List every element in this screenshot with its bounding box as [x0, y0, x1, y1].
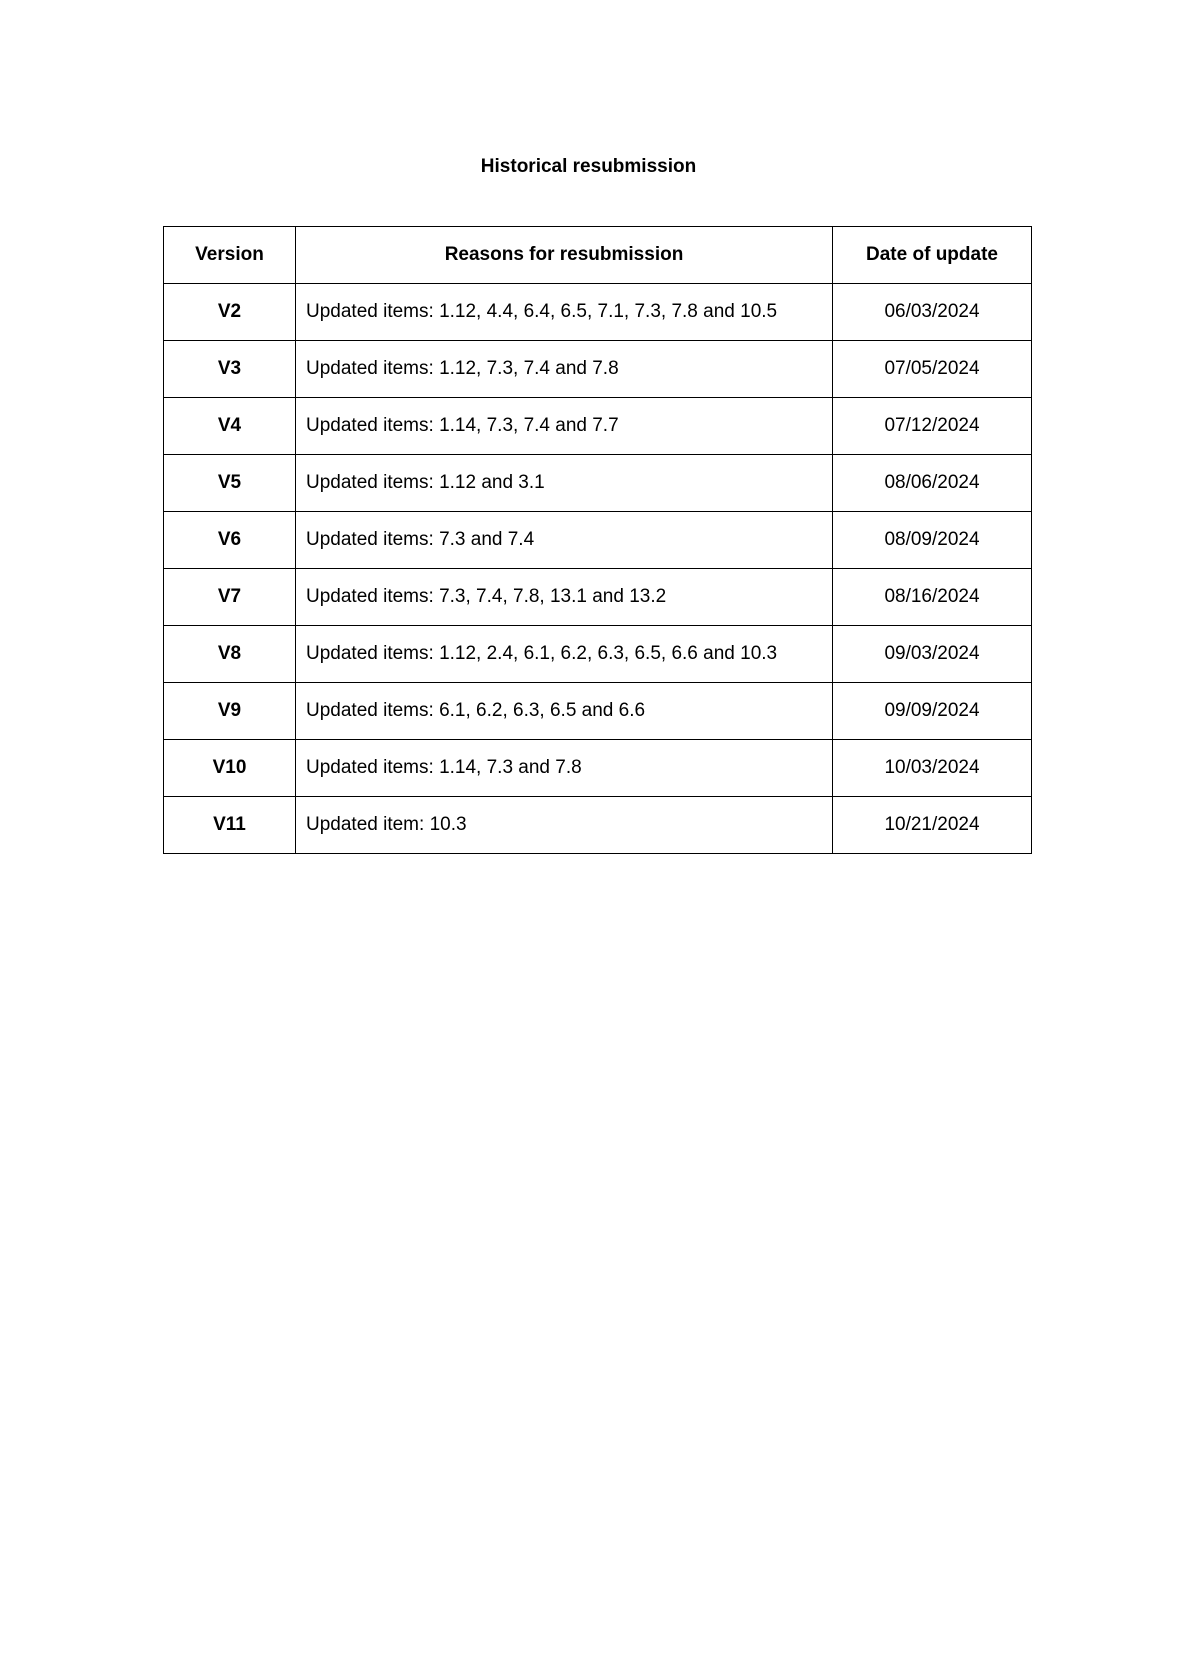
version-cell: V11	[164, 797, 296, 854]
reason-cell: Updated item: 10.3	[296, 797, 833, 854]
table-row	[164, 284, 1032, 341]
version-cell: V4	[164, 398, 296, 455]
version-cell: V5	[164, 455, 296, 512]
reason-cell: Updated items: 7.3, 7.4, 7.8, 13.1 and 13.2	[296, 569, 833, 626]
table-row	[164, 683, 1032, 740]
reason-cell: Updated items: 1.14, 7.3, 7.4 and 7.7	[296, 398, 833, 455]
table-row	[164, 398, 1032, 455]
date-cell: 06/03/2024	[833, 284, 1032, 341]
table-row	[164, 569, 1032, 626]
reason-cell: Updated items: 1.12, 2.4, 6.1, 6.2, 6.3, 6.5, 6.6 and 10.3	[296, 626, 833, 683]
version-cell: V3	[164, 341, 296, 398]
date-cell: 10/03/2024	[833, 740, 1032, 797]
table-row	[164, 626, 1032, 683]
date-cell: 08/09/2024	[833, 512, 1032, 569]
version-cell: V8	[164, 626, 296, 683]
version-cell: V2	[164, 284, 296, 341]
reason-cell: Updated items: 1.14, 7.3 and 7.8	[296, 740, 833, 797]
table-row	[164, 455, 1032, 512]
version-cell: V10	[164, 740, 296, 797]
header-reasons: Reasons for resubmission	[296, 227, 833, 284]
date-cell: 10/21/2024	[833, 797, 1032, 854]
reason-cell: Updated items: 6.1, 6.2, 6.3, 6.5 and 6.6	[296, 683, 833, 740]
date-cell: 09/03/2024	[833, 626, 1032, 683]
reason-cell: Updated items: 1.12, 7.3, 7.4 and 7.8	[296, 341, 833, 398]
header-date: Date of update	[833, 227, 1032, 284]
version-cell: V7	[164, 569, 296, 626]
reason-cell: Updated items: 1.12 and 3.1	[296, 455, 833, 512]
resubmission-table	[163, 226, 1032, 854]
page-title: Historical resubmission	[480, 156, 697, 177]
date-cell: 08/16/2024	[833, 569, 1032, 626]
version-cell: V6	[164, 512, 296, 569]
table-row	[164, 341, 1032, 398]
table-row	[164, 740, 1032, 797]
header-version: Version	[164, 227, 296, 284]
date-cell: 07/12/2024	[833, 398, 1032, 455]
version-cell: V9	[164, 683, 296, 740]
date-cell: 09/09/2024	[833, 683, 1032, 740]
table-row	[164, 797, 1032, 854]
reason-cell: Updated items: 7.3 and 7.4	[296, 512, 833, 569]
table-row	[164, 512, 1032, 569]
date-cell: 07/05/2024	[833, 341, 1032, 398]
reason-cell: Updated items: 1.12, 4.4, 6.4, 6.5, 7.1, 7.3, 7.8 and 10.5	[296, 284, 833, 341]
table-header-row	[164, 227, 1032, 284]
date-cell: 08/06/2024	[833, 455, 1032, 512]
